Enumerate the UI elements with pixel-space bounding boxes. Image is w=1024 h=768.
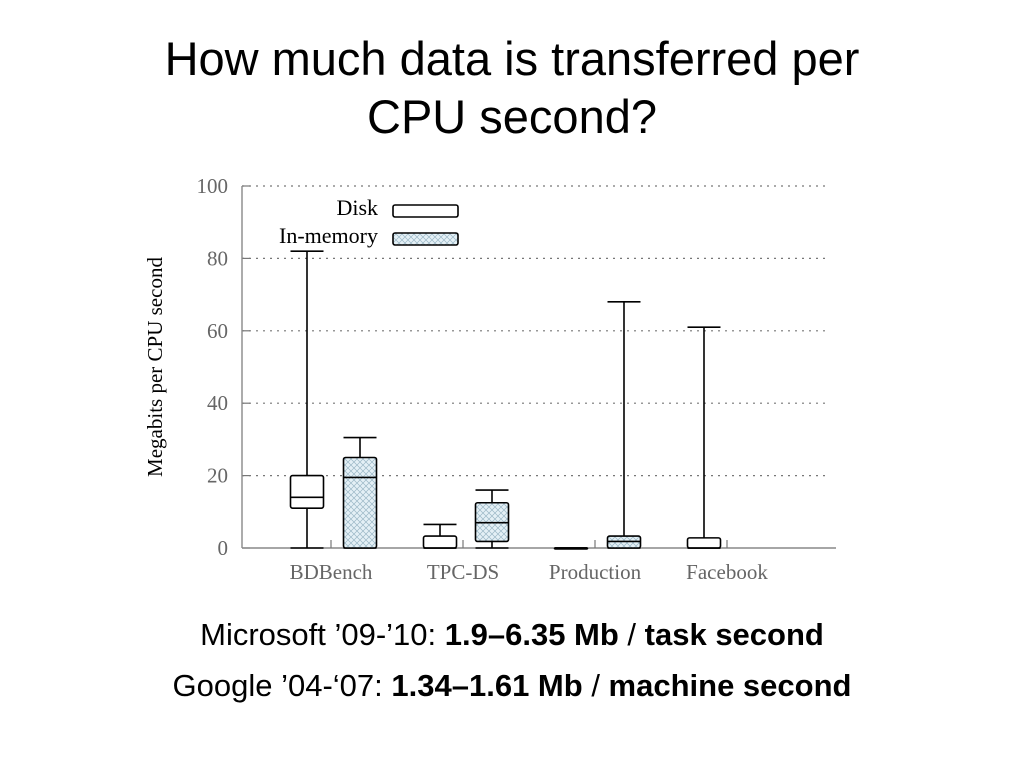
note-google-value: 1.34–1.61 Mb: [391, 668, 583, 703]
x-tick-label-tpc-ds: TPC-DS: [426, 560, 500, 584]
legend-label-disk: Disk: [336, 195, 378, 220]
x-tick-label-production: Production: [548, 560, 642, 584]
box-in-memory-bdbench: [344, 438, 377, 548]
iqr-box-in-memory-bdbench: [344, 458, 377, 549]
note-google-sep: /: [582, 668, 609, 703]
y-axis-label: Megabits per CPU second: [143, 257, 167, 477]
y-tick-label-100: 100: [196, 174, 228, 198]
x-tick-label-bdbench: BDBench: [289, 560, 373, 584]
box-in-memory-tpc-ds: [476, 490, 509, 548]
title-line-2: CPU second?: [367, 90, 657, 143]
note-microsoft: [0, 617, 1024, 653]
note-microsoft-prefix: Microsoft ’09-’10:: [200, 617, 445, 652]
box-disk-production: [555, 548, 588, 549]
box-in-memory-production: [608, 302, 641, 548]
box-disk-bdbench: [291, 251, 324, 548]
legend: [279, 195, 458, 248]
x-tick-label-facebook: Facebook: [686, 560, 768, 584]
y-tick-label-60: 60: [207, 318, 228, 343]
boxes: [291, 251, 721, 549]
iqr-box-disk-bdbench: [291, 476, 324, 509]
title-line-1: How much data is transferred per: [164, 32, 860, 85]
note-microsoft-sep: /: [618, 617, 645, 652]
legend-swatch-in-memory: [393, 233, 458, 245]
box-disk-tpc-ds: [424, 524, 457, 548]
legend-swatch-disk: [393, 205, 458, 217]
note-microsoft-unit: task second: [644, 617, 824, 652]
y-tick-label-20: 20: [207, 463, 228, 488]
note-google-unit: machine second: [608, 668, 852, 703]
box-disk-facebook: [688, 327, 721, 548]
legend-label-in-memory: In-memory: [279, 223, 378, 248]
iqr-box-disk-facebook: [688, 538, 721, 548]
note-google: [0, 668, 1024, 704]
note-google-prefix: Google ’04-‘07:: [172, 668, 392, 703]
y-tick-label-80: 80: [207, 246, 228, 271]
iqr-box-disk-tpc-ds: [424, 536, 457, 548]
note-microsoft-value: 1.9–6.35 Mb: [444, 617, 619, 652]
y-tick-label-0: 0: [217, 536, 228, 560]
y-tick-label-40: 40: [207, 391, 228, 416]
